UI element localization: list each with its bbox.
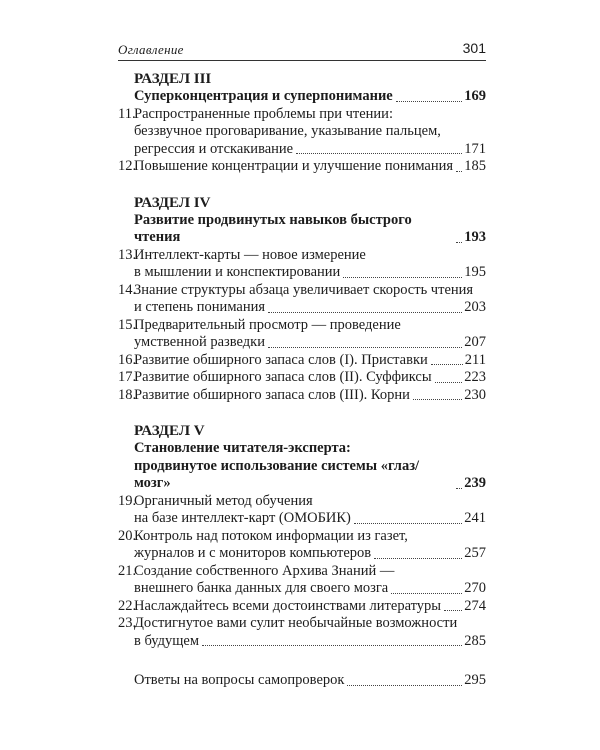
chapter-number: 20. — [118, 527, 137, 544]
chapter-title — [134, 528, 486, 563]
chapter-number: 18. — [118, 386, 137, 403]
chapter-title-line: на базе интеллект-карт (ОМОБИК) — [134, 510, 351, 526]
chapter-title-line: Органичный метод обучения — [134, 492, 313, 509]
toc-line-with-leader — [134, 141, 486, 159]
dot-leader — [456, 242, 462, 243]
toc-entry — [118, 352, 486, 370]
dot-leader — [296, 153, 462, 154]
dot-leader — [268, 312, 462, 313]
dot-leader — [431, 364, 463, 365]
chapter-page-number: 230 — [464, 386, 486, 403]
chapter-title-line: Контроль над потоком информации из газет, — [134, 527, 408, 544]
toc-line-with-leader — [134, 387, 486, 405]
chapter-title-line: внешнего банка данных для своего мозга — [134, 580, 389, 596]
chapter-title — [134, 369, 486, 387]
dot-leader — [456, 488, 462, 489]
chapter-title — [134, 615, 486, 650]
chapter-title — [134, 387, 486, 405]
chapter-title — [134, 598, 486, 616]
chapter-title — [134, 317, 486, 352]
dot-leader — [347, 685, 462, 686]
toc-entry — [118, 493, 486, 528]
chapter-title-line: Интеллект-карты — новое измерение — [134, 246, 366, 263]
toc-line-with-leader — [134, 458, 486, 493]
section-subtitle-line: Становление читателя-эксперта: — [134, 440, 351, 456]
chapter-number: 11. — [118, 105, 136, 122]
chapter-page-number: 185 — [464, 158, 486, 174]
toc-line-with-leader — [134, 545, 486, 563]
dot-leader — [374, 558, 462, 559]
chapter-title-line: беззвучное проговаривание, указывание пальцем, — [134, 123, 441, 139]
section-subtitle — [118, 88, 486, 106]
dot-leader — [268, 347, 462, 348]
chapter-title-line: Достигнутое вами сулит необычайные возможности — [134, 615, 458, 631]
section-page-number: 193 — [464, 229, 486, 245]
toc-entry — [118, 387, 486, 405]
chapter-title-line: в будущем — [134, 632, 200, 649]
chapter-page-number: 257 — [464, 545, 486, 561]
chapter-number: 23. — [118, 615, 137, 631]
toc-line-with-leader — [134, 369, 486, 387]
section-title: РАЗДЕЛ III — [134, 71, 212, 87]
toc-line-with-leader — [134, 264, 486, 282]
chapter-title — [134, 158, 486, 176]
chapter-number: 12. — [118, 158, 137, 174]
chapter-page-number: 274 — [464, 597, 486, 614]
dot-leader — [444, 610, 462, 611]
chapter-page-number: 241 — [464, 510, 486, 526]
chapter-page-number: 223 — [464, 369, 486, 385]
chapter-title — [134, 493, 486, 528]
chapter-page-number: 195 — [464, 264, 486, 280]
toc-entry — [118, 528, 486, 563]
table-of-contents — [118, 70, 486, 690]
chapter-title-line: и степень понимания — [134, 299, 266, 315]
section-subtitle-line: Суперконцентрация и суперпонимание — [134, 88, 393, 104]
chapter-number: 16. — [118, 351, 137, 368]
toc-line-with-leader — [134, 633, 486, 651]
dot-leader — [413, 399, 462, 400]
toc-entry — [118, 563, 486, 598]
chapter-title-line: Предварительный просмотр — проведение — [134, 316, 401, 333]
dot-leader — [202, 645, 462, 646]
chapter-title — [134, 352, 486, 370]
toc-line-with-leader — [134, 580, 486, 598]
chapter-title-line: в мышлении и конспектировании — [134, 264, 341, 280]
section-title: РАЗДЕЛ V — [134, 423, 205, 439]
chapter-number: 21. — [118, 562, 137, 579]
chapter-title-line: Создание собственного Архива Знаний — — [134, 562, 395, 579]
chapter-number: 14. — [118, 281, 137, 298]
chapter-page-number: 285 — [464, 632, 486, 649]
header-page-number: 301 — [462, 40, 486, 56]
dot-leader — [343, 277, 462, 278]
dot-leader — [396, 101, 463, 102]
section-subtitle — [118, 440, 486, 493]
chapter-title-line: Развитие обширного запаса слов (II). Суффиксы — [134, 369, 432, 385]
dot-leader — [391, 593, 462, 594]
chapter-title-line: регрессия и отскакивание — [134, 140, 294, 157]
toc-section — [118, 422, 486, 650]
toc-line-with-leader — [134, 299, 486, 317]
chapter-title-line: Распространенные проблемы при чтении: — [134, 105, 393, 122]
dot-leader — [354, 523, 462, 524]
toc-line-with-leader — [134, 510, 486, 528]
chapter-title — [134, 563, 486, 598]
toc-section — [118, 194, 486, 405]
toc-line-with-leader — [134, 672, 486, 690]
answers-title: Ответы на вопросы самопроверок — [134, 672, 345, 688]
chapter-title-line: Повышение концентрации и улучшение понимания — [134, 158, 454, 174]
toc-line-with-leader — [134, 598, 486, 616]
answers-page-number: 295 — [464, 672, 486, 688]
toc-entry — [118, 158, 486, 176]
section-page-number: 239 — [464, 475, 486, 491]
dot-leader — [456, 171, 462, 172]
chapter-title — [134, 282, 486, 317]
toc-section — [118, 70, 486, 176]
dot-leader — [435, 382, 463, 383]
chapter-page-number: 203 — [464, 299, 486, 315]
chapter-title — [134, 247, 486, 282]
chapter-number: 22. — [118, 597, 137, 614]
toc-line-with-leader — [134, 352, 486, 370]
answers-entry — [118, 672, 486, 690]
chapter-page-number: 207 — [464, 334, 486, 350]
toc-line-with-leader — [134, 334, 486, 352]
chapter-title-line: Наслаждайтесь всеми достоинствами литературы — [134, 597, 442, 614]
toc-entry — [118, 247, 486, 282]
chapter-title-line: журналов и с мониторов компьютеров — [134, 545, 372, 561]
toc-line-with-leader — [134, 212, 486, 247]
toc-line-with-leader — [134, 88, 486, 106]
toc-entry — [118, 106, 486, 159]
toc-entry — [118, 317, 486, 352]
header-title: Оглавление — [118, 42, 184, 57]
section-subtitle — [118, 212, 486, 247]
section-subtitle-line: Развитие продвинутых навыков быстрого чтения — [134, 211, 412, 245]
chapter-title-line: Развитие обширного запаса слов (I). Приставки — [134, 351, 428, 368]
running-header — [118, 40, 486, 61]
chapter-title-line: Знание структуры абзаца увеличивает скорость чтения — [134, 281, 474, 298]
toc-line-with-leader — [134, 158, 486, 176]
chapter-number: 15. — [118, 316, 137, 333]
toc-entry — [118, 282, 486, 317]
chapter-title — [134, 106, 486, 159]
chapter-page-number: 211 — [464, 351, 486, 368]
chapter-page-number: 171 — [464, 140, 486, 157]
section-page-number: 169 — [464, 88, 486, 104]
chapter-number: 13. — [118, 246, 137, 263]
toc-entry — [118, 598, 486, 616]
chapter-page-number: 270 — [464, 580, 486, 596]
section-subtitle-line: продвинутое использование системы «глаз/мозг» — [134, 457, 420, 491]
chapter-title-line: Развитие обширного запаса слов (III). Корни — [134, 386, 410, 403]
section-title: РАЗДЕЛ IV — [134, 194, 211, 211]
toc-entry — [118, 369, 486, 387]
chapter-number: 19. — [118, 492, 137, 509]
toc-entry — [118, 615, 486, 650]
chapter-number: 17. — [118, 369, 137, 385]
chapter-title-line: умственной разведки — [134, 334, 265, 350]
